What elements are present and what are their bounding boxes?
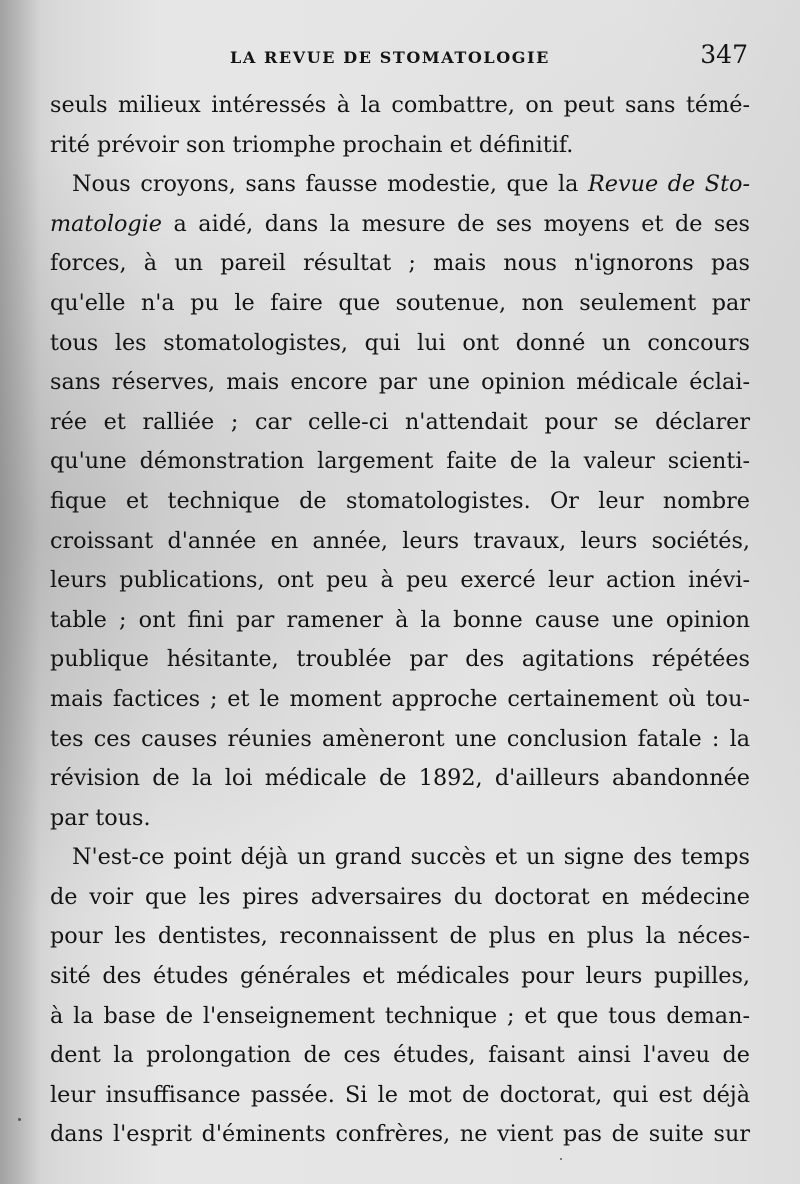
text-line: dent la prolongation de ces études, faisant ainsi l'aveu de: [50, 1042, 750, 1069]
text-line: forces, à un pareil résultat ; mais nous n'ignorons pas: [50, 250, 750, 277]
text-line: mais factices ; et le moment approche certainement où tou-: [50, 685, 750, 712]
text-line: qu'une démonstration largement faite de la valeur scienti-: [50, 448, 750, 475]
text-line: tes ces causes réunies amèneront une conclusion fatale : la: [50, 725, 750, 752]
paragraph-1: [50, 86, 750, 165]
text-line: croissant d'année en année, leurs travaux, leurs sociétés,: [50, 527, 750, 554]
text-line: révision de la loi médicale de 1892, d'ailleurs abandonnée: [50, 765, 750, 792]
text-line: dans l'esprit d'éminents confrères, ne vient pas de suite sur: [50, 1121, 750, 1148]
text-line: table ; ont fini par ramener à la bonne cause une opinion: [50, 606, 750, 633]
page-header: [60, 40, 750, 80]
text-line-with-italic: [50, 205, 750, 245]
paragraph-2: [50, 165, 750, 838]
text-line: par tous.: [50, 804, 151, 831]
text-line: qu'elle n'a pu le faire que soutenue, non seulement par: [50, 289, 750, 316]
text-line-with-italic: [50, 165, 750, 205]
text-line: à la base de l'enseignement technique ; et que tous deman-: [50, 1002, 750, 1029]
text-line: pour les dentistes, reconnaissent de plus en plus la néces-: [50, 923, 750, 950]
page-gutter-shadow: [0, 0, 40, 1184]
text-line: rée et ralliée ; car celle-ci n'attendait pour se déclarer: [50, 408, 750, 435]
journal-title-italic: matologie: [50, 210, 162, 237]
text-line: leurs publications, ont peu à peu exercé leur action inévi-: [50, 567, 750, 594]
text-line: N'est-ce point déjà un grand succès et un signe des temps: [72, 844, 750, 871]
page-number: 347: [700, 40, 748, 69]
text-line: rité prévoir son triomphe prochain et définitif.: [50, 131, 574, 158]
text-segment: Nous croyons, sans fausse modestie, que la: [72, 171, 588, 198]
text-segment: a aidé, dans la mesure de ses moyens et de ses: [161, 210, 750, 237]
body-text: [50, 86, 750, 1155]
text-line: leur insuffisance passée. Si le mot de doctorat, qui est déjà: [50, 1081, 750, 1108]
text-line: tous les stomatologistes, qui lui ont donné un concours: [50, 329, 750, 356]
paper-speck: [560, 1158, 562, 1160]
text-line: seuls milieux intéressés à la combattre, on peut sans témé-: [50, 92, 750, 118]
text-line: sans réserves, mais encore par une opinion médicale éclai-: [50, 369, 750, 396]
text-line: de voir que les pires adversaires du doctorat en médecine: [50, 883, 750, 910]
text-line: sité des études générales et médicales pour leurs pupilles,: [50, 963, 750, 990]
journal-title-italic: Revue de Sto-: [588, 171, 750, 198]
text-line: fique et technique de stomatologistes. Or leur nombre: [50, 487, 750, 514]
paragraph-3: [50, 838, 750, 1155]
paper-speck: [18, 1118, 21, 1121]
text-line: publique hésitante, troublée par des agitations répétées: [50, 646, 750, 673]
running-head: LA REVUE DE STOMATOLOGIE: [230, 48, 550, 67]
